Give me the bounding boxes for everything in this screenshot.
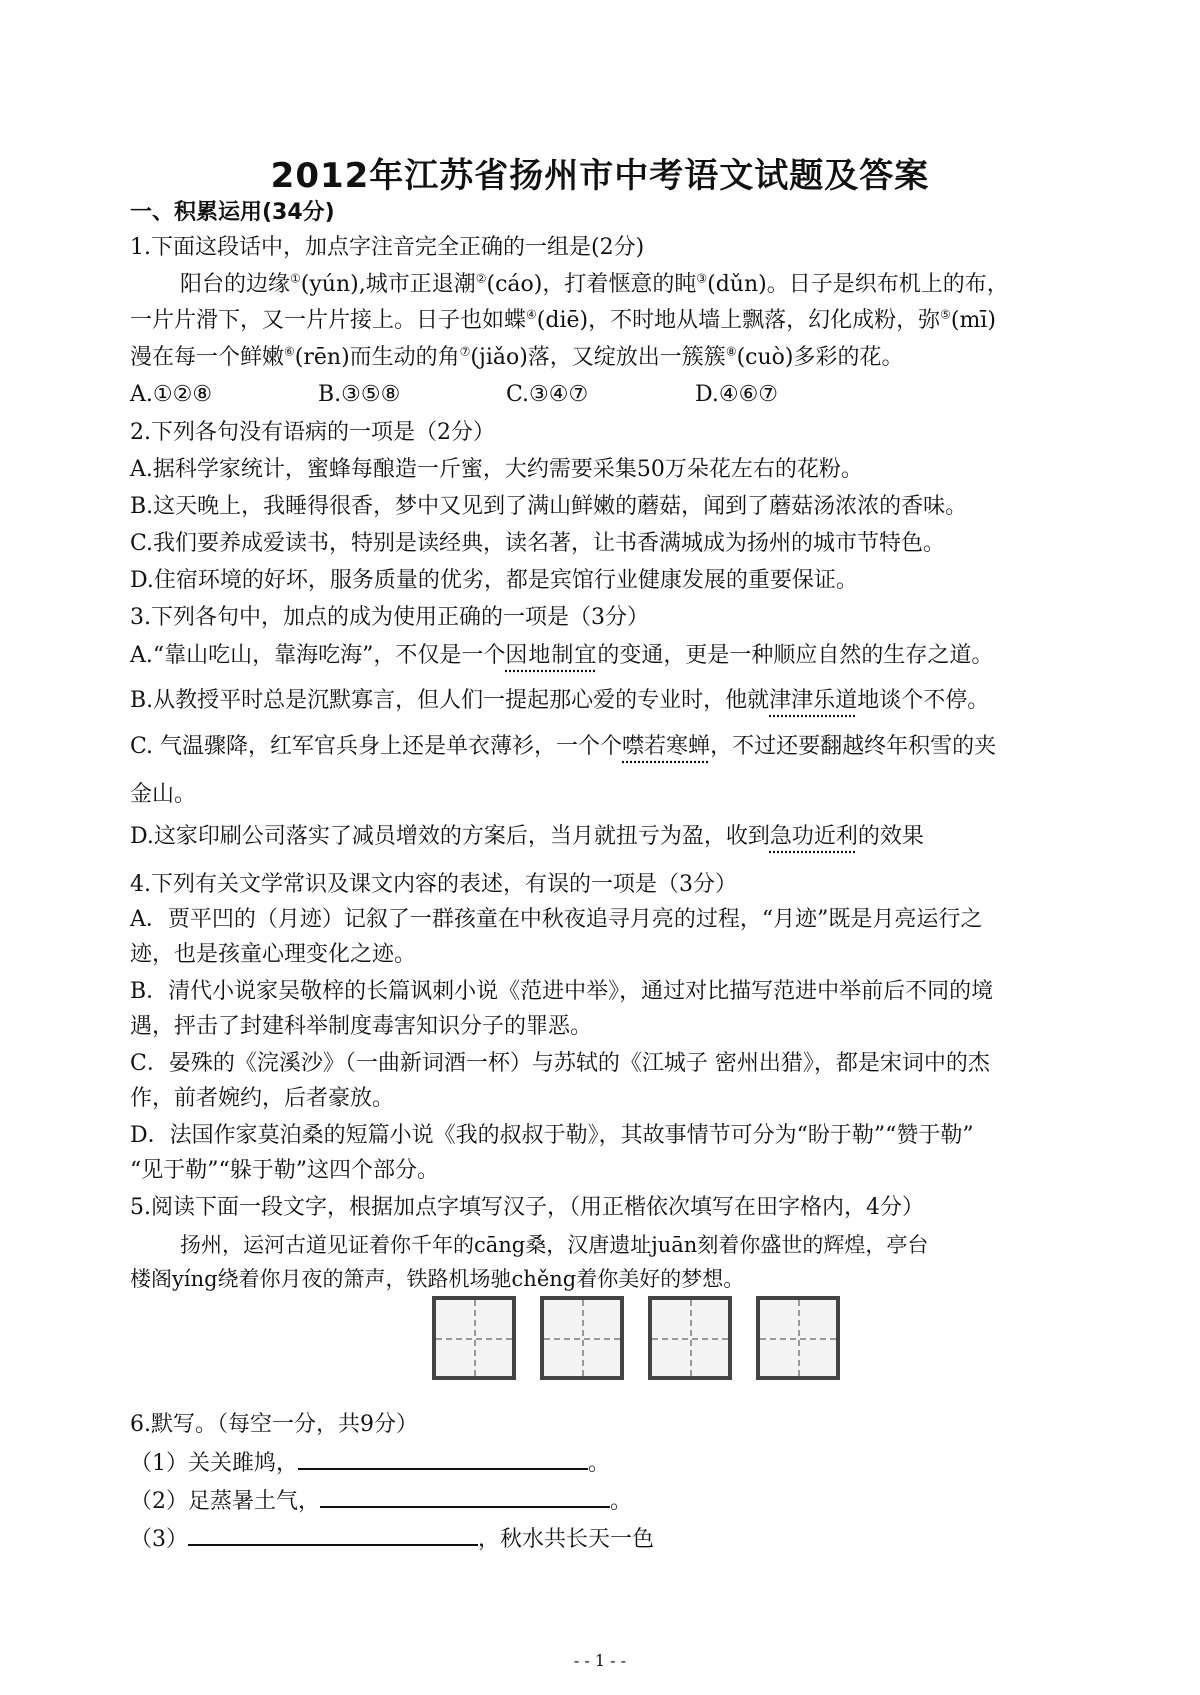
page-number: - - 1 - -: [573, 1651, 627, 1670]
q3-option-a: A.“靠山吃山，靠海吃海”，不仅是一个因地制宜的变通，更是一种顺应自然的生存之道。: [130, 643, 994, 668]
q3-option-b: B.从教授平时总是沉默寡言，但人们一提起那心爱的专业时，他就津津乐道地谈个不停。: [130, 688, 990, 713]
writing-grid-box-1[interactable]: [432, 1296, 516, 1380]
q5-stem: 5.阅读下面一段文字，根据加点字填写汉子，（用正楷依次填写在田字格内，4分）: [130, 1195, 924, 1220]
q3-stem: 3.下列各句中，加点的成为使用正确的一项是（3分）: [130, 605, 649, 630]
writing-grid-box-4[interactable]: [756, 1296, 840, 1380]
dotted-idiom: 急功近利: [769, 824, 858, 849]
q6-stem: 6.默写。（每空一分，共9分）: [130, 1412, 418, 1437]
dotted-idiom: 噤若寒蝉: [622, 734, 711, 759]
q3-option-d: D.这家印刷公司落实了减员增效的方案后，当月就扭亏为盈，收到急功近利的效果: [130, 824, 924, 849]
q4-option-b-cont: 遇，抨击了封建科举制度毒害知识分子的罪恶。: [130, 1014, 593, 1039]
page-title: 2012年江苏省扬州市中考语文试题及答案: [270, 156, 930, 196]
q3-option-c: C. 气温骤降，红军官兵身上还是单衣薄衫，一个个噤若寒蝉，不过还要翻越终年积雪的夹: [130, 734, 997, 759]
q6-item-2: （2）足蒸暑土气， 。: [130, 1484, 632, 1517]
q5-passage-line2: 楼阁yíng绕着你月夜的箫声，铁路机场驰chěng着你美好的梦想。: [130, 1267, 745, 1291]
q1-option-b: B.③⑤⑧: [318, 382, 401, 407]
q1-option-a: A.①②⑧: [130, 382, 213, 407]
writing-grid-box-3[interactable]: [648, 1296, 732, 1380]
q4-option-d-cont: “见于勒”“躲于勒”这四个部分。: [130, 1158, 439, 1183]
q1-option-d: D.④⑥⑦: [695, 382, 779, 407]
answer-blank[interactable]: [320, 1484, 610, 1508]
q4-option-a: A．贾平凹的（月迹）记叙了一群孩童在中秋夜追寻月亮的过程，“月迹”既是月亮运行之: [130, 907, 983, 932]
q2-stem: 2.下列各句没有语病的一项是（2分）: [130, 420, 495, 445]
answer-blank[interactable]: [188, 1522, 478, 1546]
q2-option-c: C.我们要养成爱读书，特别是读经典，读名著，让书香满城成为扬州的城市节特色。: [130, 531, 946, 556]
q4-option-c: C．晏殊的《浣溪沙》（一曲新词酒一杯）与苏轼的《江城子 密州出猎》，都是宋词中的杰: [130, 1051, 990, 1076]
q1-stem: 1.下面这段话中，加点字注音完全正确的一组是(2分): [130, 235, 645, 260]
q1-passage-line2: 一片片滑下，又一片片接上。日子也如蝶④(diē)，不时地从墙上飘落，幻化成粉，弥⑤(mī): [130, 307, 996, 333]
q4-option-c-cont: 作，前者婉约，后者豪放。: [130, 1086, 395, 1111]
q4-option-d: D．法国作家莫泊桑的短篇小说《我的叔叔于勒》，其故事情节可分为“盼于勒”“赞于勒”: [130, 1123, 974, 1148]
q4-option-b: B．清代小说家吴敬梓的长篇讽刺小说《范进中举》，通过对比描写范进中举前后不同的境: [130, 979, 994, 1004]
q1-option-c: C.③④⑦: [506, 382, 589, 407]
q3-option-c-cont: 金山。: [130, 782, 197, 807]
dotted-idiom: 因地制宜: [505, 643, 598, 668]
q6-item-1: （1）关关雎鸠， 。: [130, 1446, 610, 1479]
q4-option-a-cont: 迹，也是孩童心理变化之迹。: [130, 942, 417, 967]
q4-stem: 4.下列有关文学常识及课文内容的表述，有误的一项是（3分）: [130, 872, 737, 897]
q5-passage-line1: 扬州，运河古道见证着你千年的cāng桑，汉唐遗址juān刻着你盛世的辉煌，亭台: [180, 1233, 929, 1257]
answer-blank[interactable]: [298, 1446, 588, 1470]
q1-passage-line1: 阳台的边缘①(yún),城市正退潮②(cáo)，打着惬意的盹③(dǔn)。日子是织布机上的布，: [180, 271, 1009, 297]
section-heading: 一、积累运用(34分): [130, 200, 335, 225]
q1-passage-line3: 漫在每一个鲜嫩⑥(rēn)而生动的角⑦(jiǎo)落，又绽放出一簇簇⑧(cuò)多彩的花。: [130, 344, 904, 370]
q2-option-d: D.住宿环境的好坏，服务质量的优劣，都是宾馆行业健康发展的重要保证。: [130, 568, 858, 593]
dotted-idiom: 津津乐道: [769, 688, 858, 713]
q2-option-a: A.据科学家统计，蜜蜂每酿造一斤蜜，大约需要采集50万朵花左右的花粉。: [130, 457, 863, 482]
writing-grid-box-2[interactable]: [540, 1296, 624, 1380]
q2-option-b: B.这天晚上，我睡得很香，梦中又见到了满山鲜嫩的蘑菇，闻到了蘑菇汤浓浓的香味。: [130, 494, 968, 519]
q6-item-3: （3） ，秋水共长天一色: [130, 1522, 654, 1555]
